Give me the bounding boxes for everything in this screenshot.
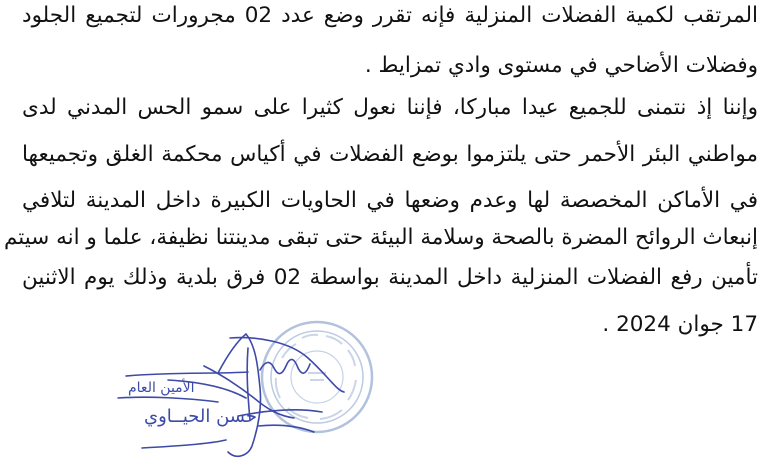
- text-line-2: وفضلات الأضاحي في مستوى وادي تمزايط .: [364, 53, 758, 78]
- signature-name: حسن الحيــاوي: [144, 406, 257, 427]
- text-line-4: مواطني البئر الأحمر حتى يلتزموا بوضع الفضلات في أكياس محكمة الغلق وتجميعها: [22, 142, 758, 167]
- text-line-7: تأمين رفع الفضلات المنزلية داخل المدينة بواسطة 02 فرق بلدية وذلك يوم الاثنين: [22, 265, 758, 290]
- text-line-6: إنبعاث الروائح المضرة بالصحة وسلامة البيئة حتى تبقى مدينتنا نظيفة، علما و انه سيتم: [3, 225, 758, 250]
- text-line-8: 17 جوان 2024 .: [602, 312, 758, 337]
- text-line-5: في الأماكن المخصصة لها وعدم وضعها في الحاويات الكبيرة داخل المدينة لتلافي: [22, 188, 758, 213]
- signature-title: الأمين العام: [128, 380, 195, 396]
- signature-block: [108, 328, 368, 468]
- text-line-3: وإننا إذ نتمنى للجميع عيدا مباركا، فإننا نعول كثيرا على سمو الحس المدني لدى: [22, 95, 758, 120]
- handwritten-signature: [108, 328, 368, 468]
- text-line-1: المرتقب لكمية الفضلات المنزلية فإنه تقرر وضع عدد 02 مجرورات لتجميع الجلود: [22, 3, 758, 28]
